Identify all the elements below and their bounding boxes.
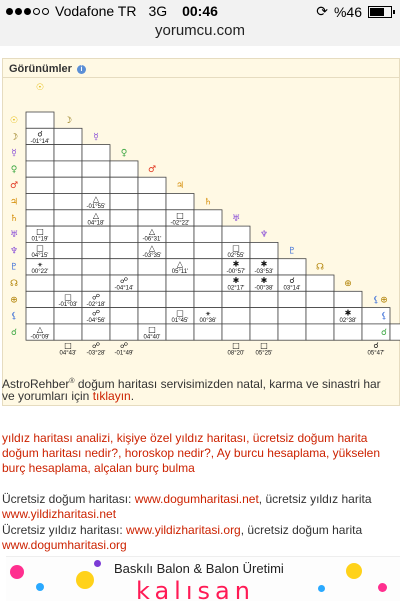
aspect-orb: -01°03'	[58, 301, 78, 308]
planet-glyph: ⚸	[10, 311, 18, 322]
grid-cell	[110, 324, 138, 340]
aspect-symbol: □	[232, 243, 240, 253]
grid-cell	[222, 324, 250, 340]
grid-cell	[82, 145, 110, 161]
planet-glyph: ♆	[9, 246, 19, 257]
aspect-orb: -01°49'	[114, 350, 134, 357]
grid-cell	[26, 145, 54, 161]
aspect-orb: 08°20'	[227, 350, 245, 357]
grid-cell	[166, 194, 194, 210]
grid-cell	[306, 275, 334, 291]
planet-glyph: ☽	[9, 132, 19, 143]
grid-cell	[278, 308, 306, 324]
yildizharitasi-org-link[interactable]: www.yildizharitasi.org	[126, 523, 241, 537]
aspect-symbol: □	[64, 292, 72, 302]
aspect-orb: -00°09'	[30, 334, 50, 341]
grid-cell	[250, 308, 278, 324]
planet-glyph: ⊕	[380, 295, 388, 306]
aspect-orb: -01°55'	[86, 204, 106, 210]
grid-cell	[250, 324, 278, 340]
aspect-symbol: △	[92, 210, 100, 220]
aspect-orb: -03°53'	[254, 269, 274, 276]
aspect-symbol: △	[148, 227, 156, 237]
planet-glyph: ♀	[120, 148, 128, 159]
aspect-orb: 04°15'	[31, 252, 49, 259]
aspect-symbol: □	[232, 341, 240, 351]
planet-glyph: ♂	[9, 181, 19, 192]
grid-cell	[54, 128, 82, 144]
grid-cell	[250, 242, 278, 258]
aspect-symbol: ☌	[289, 276, 295, 285]
free-star-prefix: Ücretsiz yıldız haritası:	[2, 523, 127, 537]
confetti-dot	[346, 563, 362, 579]
planet-glyph: ♅	[9, 230, 19, 241]
aspect-symbol: △	[36, 324, 44, 334]
aspect-orb: -06°31'	[142, 236, 162, 243]
grid-cell	[138, 291, 166, 307]
grid-cell	[194, 259, 222, 275]
grid-cell	[26, 308, 54, 324]
aspect-symbol: ✱	[232, 259, 240, 269]
battery-icon	[368, 6, 392, 18]
grid-cell	[306, 324, 334, 340]
aspect-symbol: ☌	[373, 341, 379, 351]
grid-cell	[26, 194, 54, 210]
grid-cell	[166, 291, 194, 307]
grid-cell	[110, 194, 138, 210]
planet-glyph: ⚸	[372, 295, 380, 306]
aspect-symbol: ☍	[91, 308, 101, 318]
aspect-orb: -03°28'	[86, 350, 106, 357]
grid-cell	[110, 259, 138, 275]
grid-cell	[278, 291, 306, 307]
aspect-orb: -02°22'	[170, 220, 190, 227]
clock: 00:46	[182, 3, 218, 19]
grid-cell	[110, 177, 138, 193]
planet-glyph: ☿	[93, 132, 99, 143]
aspect-orb: -04°56'	[86, 318, 106, 325]
aspect-symbol: ☌	[37, 129, 43, 139]
grid-cell	[138, 194, 166, 210]
free-star-line-1	[2, 523, 400, 538]
grid-cell	[166, 242, 194, 258]
aspect-symbol: △	[176, 259, 184, 269]
planet-glyph: ♃	[175, 181, 185, 192]
grid-cell	[250, 291, 278, 307]
aspect-symbol: ✱	[344, 308, 352, 318]
ad-banner[interactable]	[6, 556, 400, 601]
aspect-symbol: □	[176, 210, 184, 220]
grid-cell	[54, 194, 82, 210]
intro-text-1: doğum haritası servisimizden natal, karma ve sinastri har	[74, 377, 381, 391]
grid-cell	[110, 308, 138, 324]
grid-cell	[110, 210, 138, 226]
aspect-orb: 02°38'	[339, 318, 357, 325]
planet-glyph: ♃	[9, 197, 19, 208]
aspect-symbol: □	[176, 308, 184, 318]
planet-glyph: ☉	[9, 116, 19, 126]
panel-title-text: Görünümler	[9, 63, 72, 75]
intro-link-end: .	[130, 389, 135, 403]
grid-cell	[82, 275, 110, 291]
aspect-symbol: □	[36, 243, 44, 253]
page-content	[0, 46, 400, 600]
aspect-symbol: ☍	[119, 341, 129, 351]
aspect-symbol: △	[148, 243, 156, 253]
free-star-mid: , ücretsiz doğum harita	[240, 523, 363, 537]
free-chart-prefix: Ücretsiz doğum haritası:	[2, 492, 135, 506]
grid-cell	[334, 291, 362, 307]
grid-cell	[194, 324, 222, 340]
grid-cell	[138, 259, 166, 275]
aspect-orb: 02°17'	[227, 285, 245, 292]
confetti-dot	[94, 560, 101, 567]
aspect-symbol: ⚹	[205, 308, 211, 318]
planet-glyph: ☉	[35, 83, 45, 93]
grid-cell	[138, 275, 166, 291]
aspect-orb: 04°43'	[59, 350, 77, 357]
grid-cell	[54, 324, 82, 340]
dogumharitasi-org-link[interactable]: www.dogumharitasi.org	[2, 538, 127, 552]
grid-cell	[334, 324, 362, 340]
aspect-orb: -02°18'	[86, 301, 106, 308]
aspect-orb: 00°22'	[31, 269, 49, 276]
aspect-symbol: ☍	[91, 292, 101, 302]
ad-logo[interactable]: kalısan	[136, 577, 255, 601]
confetti-dot	[378, 583, 387, 592]
grid-cell	[278, 259, 306, 275]
aspect-orb: 01°45'	[171, 318, 189, 325]
aspect-orb: 03°14'	[283, 285, 301, 292]
aspect-orb: 04°18'	[87, 220, 105, 227]
grid-cell	[306, 308, 334, 324]
grid-cell	[278, 324, 306, 340]
aspect-orb: 05°47'	[367, 350, 385, 357]
grid-cell	[26, 291, 54, 307]
free-chart-line-2	[2, 507, 400, 522]
grid-cell	[26, 210, 54, 226]
grid-cell	[306, 291, 334, 307]
aspect-orb: 00°36'	[199, 318, 217, 325]
grid-cell	[110, 242, 138, 258]
grid-cell	[194, 210, 222, 226]
grid-cell	[82, 161, 110, 177]
planet-glyph: ☊	[10, 279, 18, 289]
aspect-symbol: ✱	[232, 276, 240, 285]
planet-glyph: ⚸	[380, 311, 388, 322]
grid-cell	[138, 210, 166, 226]
planet-glyph: ♇	[9, 262, 19, 273]
grid-cell	[166, 226, 194, 242]
planet-glyph: ☿	[11, 148, 17, 159]
click-here-link[interactable]: tıklayın	[92, 389, 131, 403]
planet-glyph: ☌	[380, 327, 388, 338]
planet-glyph: ☊	[316, 262, 324, 273]
grid-cell	[194, 291, 222, 307]
grid-cell	[82, 242, 110, 258]
free-chart-mid: , ücretsiz yıldız harita	[258, 492, 372, 506]
address-bar[interactable]	[0, 22, 400, 46]
dogumharitasi-net-link[interactable]: www.dogumharitasi.net	[134, 492, 259, 506]
grid-cell	[194, 226, 222, 242]
aspect-orb: -04°14'	[114, 285, 134, 292]
aspect-orb: 05°25'	[255, 350, 273, 357]
planet-glyph: ♇	[287, 246, 297, 257]
grid-cell	[54, 226, 82, 242]
grid-cell	[54, 242, 82, 258]
planet-glyph: ⊕	[344, 279, 352, 289]
planet-glyph: ♂	[147, 164, 157, 175]
aspect-orb: -01°14'	[30, 138, 50, 145]
aspect-symbol: ✱	[260, 259, 268, 269]
aspect-symbol: ⚹	[37, 259, 43, 269]
aspect-symbol: □	[260, 341, 268, 351]
grid-cell	[82, 324, 110, 340]
intro-text-2: ve yorumları için	[2, 389, 93, 403]
aspect-orb: 01°19'	[31, 236, 49, 243]
aspect-symbol: □	[64, 341, 72, 351]
grid-cell	[222, 308, 250, 324]
grid-cell	[54, 259, 82, 275]
grid-cell	[194, 275, 222, 291]
planet-glyph: ⊕	[10, 295, 18, 306]
network-type: 3G	[148, 3, 168, 19]
carrier-name: Vodafone TR	[55, 3, 137, 19]
grid-cell	[222, 226, 250, 242]
aspect-orb: -03°35'	[142, 252, 162, 259]
aspect-symbol: ☍	[119, 276, 129, 285]
aspect-orb: -00°38'	[254, 285, 274, 292]
brand-name: AstroRehber	[2, 377, 70, 391]
planet-glyph: ☌	[10, 327, 18, 338]
rotation-lock-icon: ⟳	[316, 3, 328, 19]
planet-glyph: ♄	[203, 197, 213, 208]
grid-cell	[54, 210, 82, 226]
free-star-line-2	[2, 538, 400, 553]
keywords-line-3: burç hesaplama, alçalan burç bulma	[2, 461, 195, 475]
grid-cell	[26, 275, 54, 291]
aspect-grid	[0, 46, 400, 406]
grid-cell	[194, 242, 222, 258]
grid-cell	[110, 161, 138, 177]
grid-cell	[26, 112, 54, 128]
intro-paragraph-line2	[2, 389, 400, 404]
planet-glyph: ☽	[63, 116, 73, 126]
grid-cell	[54, 275, 82, 291]
confetti-dot	[10, 565, 24, 579]
confetti-dot	[36, 583, 44, 591]
aspect-symbol: ☍	[91, 341, 101, 351]
aspect-orb: 05°11'	[171, 269, 189, 276]
grid-cell	[54, 161, 82, 177]
grid-cell	[54, 177, 82, 193]
grid-cell	[82, 226, 110, 242]
info-icon[interactable]: i	[77, 65, 86, 74]
grid-cell	[26, 161, 54, 177]
free-chart-line-1	[2, 492, 400, 507]
status-right	[316, 3, 392, 20]
grid-cell	[82, 259, 110, 275]
grid-cell	[138, 177, 166, 193]
grid-cell	[26, 177, 54, 193]
grid-cell	[110, 226, 138, 242]
aspect-orb: -00°57'	[226, 269, 246, 276]
ad-title[interactable]: Baskılı Balon & Balon Üretimi	[114, 561, 284, 576]
aspect-symbol: □	[36, 227, 44, 237]
url-text[interactable]: yorumcu.com	[154, 22, 246, 39]
grid-cell	[110, 291, 138, 307]
registered-mark: ®	[69, 378, 75, 385]
aspect-symbol: △	[92, 194, 100, 204]
keywords-line-1: yıldız haritası analizi, kişiye özel yıldız haritası, ücretsiz doğum harita	[2, 431, 368, 445]
planet-glyph: ♆	[259, 230, 269, 241]
aspect-orb: 04°40'	[143, 334, 161, 341]
confetti-dot	[318, 585, 325, 592]
confetti-dot	[76, 571, 94, 589]
battery-percent: %46	[333, 3, 362, 20]
grid-cell	[390, 324, 400, 340]
keywords-line-2: doğum haritası nedir?, horoskop nedir?, Ay burcu hesaplama, yükselen	[2, 446, 381, 460]
grid-cell	[166, 275, 194, 291]
aspect-symbol: ✱	[260, 276, 268, 285]
grid-cell	[138, 308, 166, 324]
planet-glyph: ♅	[231, 213, 241, 224]
planet-glyph: ♄	[9, 213, 19, 224]
grid-cell	[166, 324, 194, 340]
planet-glyph: ♀	[10, 164, 18, 175]
aspect-orb: 02°55'	[227, 252, 245, 259]
aspect-symbol: □	[148, 324, 156, 334]
grid-cell	[82, 177, 110, 193]
grid-cell	[222, 291, 250, 307]
grid-cell	[54, 145, 82, 161]
yildizharitasi-net-link[interactable]: www.yildizharitasi.net	[2, 507, 117, 521]
grid-cell	[54, 308, 82, 324]
status-bar	[0, 0, 400, 22]
